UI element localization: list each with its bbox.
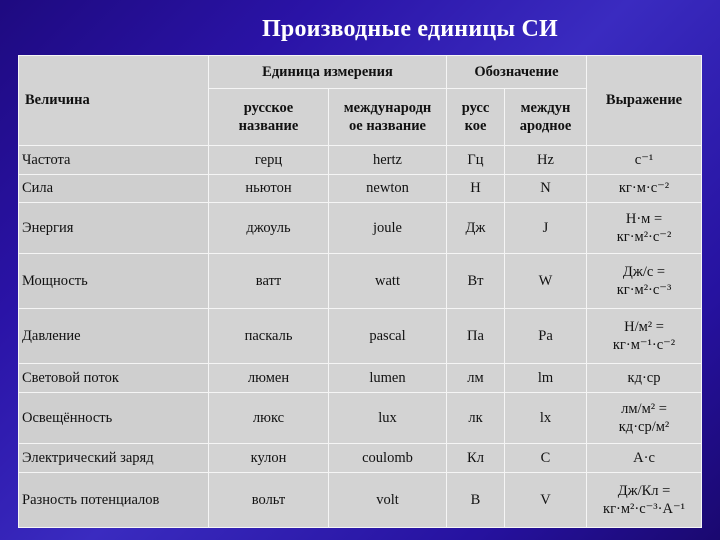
expression-cell (587, 309, 702, 364)
quantity-cell: Мощность (19, 253, 209, 308)
russian-name-cell: люмен (209, 364, 329, 393)
expression-line: кд·ср/м² (618, 419, 670, 436)
russian-symbol-cell: Дж (447, 203, 505, 254)
table-row (19, 309, 702, 364)
russian-name-cell: герц (209, 145, 329, 174)
russian-name-cell: ватт (209, 253, 329, 308)
international-symbol-cell: lx (505, 393, 587, 444)
expression-cell (587, 174, 702, 203)
header-international-name-line: ое название (349, 118, 426, 135)
header-unit-group: Единица измерения (209, 56, 447, 89)
header-russian-name-line: русское (243, 99, 294, 116)
expression-cell (587, 393, 702, 444)
table-row (19, 364, 702, 393)
header-international-symbol (505, 89, 587, 145)
expression-line: кг·м²·с⁻² (616, 229, 672, 246)
header-international-name-line: международн (343, 99, 432, 116)
table-row (19, 393, 702, 444)
russian-symbol-cell: лм (447, 364, 505, 393)
international-name-cell: lux (329, 393, 447, 444)
quantity-cell: Давление (19, 309, 209, 364)
expression-cell (587, 253, 702, 308)
russian-symbol-cell: Вт (447, 253, 505, 308)
russian-name-cell: джоуль (209, 203, 329, 254)
table-row (19, 174, 702, 203)
header-russian-symbol (447, 89, 505, 145)
international-name-cell: pascal (329, 309, 447, 364)
russian-symbol-cell: Гц (447, 145, 505, 174)
si-units-table-container (18, 55, 701, 528)
table-row (19, 203, 702, 254)
quantity-cell: Сила (19, 174, 209, 203)
expression-cell (587, 145, 702, 174)
international-name-cell: volt (329, 472, 447, 527)
russian-symbol-cell: Н (447, 174, 505, 203)
table-row (19, 443, 702, 472)
quantity-cell: Световой поток (19, 364, 209, 393)
header-russian-name (209, 89, 329, 145)
russian-name-cell: паскаль (209, 309, 329, 364)
international-symbol-cell: lm (505, 364, 587, 393)
expression-line: лм/м² = (621, 400, 667, 417)
header-russian-symbol-line: русс (461, 99, 490, 116)
expression-line: с⁻¹ (634, 151, 654, 168)
quantity-cell: Разность потенциалов (19, 472, 209, 527)
expression-line: кг·м·с⁻² (618, 180, 670, 197)
international-name-cell: joule (329, 203, 447, 254)
expression-cell (587, 472, 702, 527)
expression-line: кг·м⁻¹·с⁻² (612, 337, 676, 354)
header-russian-symbol-line: кое (464, 118, 487, 135)
international-symbol-cell: Pa (505, 309, 587, 364)
russian-symbol-cell: В (447, 472, 505, 527)
international-name-cell: lumen (329, 364, 447, 393)
international-name-cell: coulomb (329, 443, 447, 472)
expression-line: Дж/Кл = (617, 482, 671, 499)
international-symbol-cell: V (505, 472, 587, 527)
international-name-cell: watt (329, 253, 447, 308)
international-symbol-cell: Hz (505, 145, 587, 174)
quantity-cell: Энергия (19, 203, 209, 254)
russian-symbol-cell: Па (447, 309, 505, 364)
russian-name-cell: вольт (209, 472, 329, 527)
quantity-cell: Освещённость (19, 393, 209, 444)
si-units-table (18, 55, 702, 528)
international-symbol-cell: C (505, 443, 587, 472)
table-row (19, 253, 702, 308)
expression-line: А·с (633, 449, 655, 466)
header-international-symbol-line: междун (520, 99, 571, 116)
table-row (19, 145, 702, 174)
expression-line: Н/м² = (624, 319, 664, 336)
page-title: Производные единицы СИ (262, 16, 558, 42)
quantity-cell: Частота (19, 145, 209, 174)
expression-line: кг·м²·с⁻³·А⁻¹ (603, 500, 685, 517)
russian-name-cell: люкс (209, 393, 329, 444)
header-international-name (329, 89, 447, 145)
international-symbol-cell: J (505, 203, 587, 254)
expression-line: Н·м = (625, 211, 663, 227)
expression-cell (587, 203, 702, 254)
international-name-cell: hertz (329, 145, 447, 174)
header-russian-name-line: название (238, 118, 299, 135)
russian-symbol-cell: лк (447, 393, 505, 444)
header-international-symbol-line: ародное (519, 118, 572, 135)
international-name-cell: newton (329, 174, 447, 203)
russian-name-cell: кулон (209, 443, 329, 472)
expression-cell (587, 443, 702, 472)
international-symbol-cell: W (505, 253, 587, 308)
expression-line: Дж/с = (622, 263, 666, 280)
expression-line: кг·м²·с⁻³ (616, 282, 672, 299)
expression-line: кд·ср (627, 370, 661, 387)
header-symbol-group: Обозначение (447, 56, 587, 89)
header-expression: Выражение (587, 56, 702, 146)
russian-name-cell: ньютон (209, 174, 329, 203)
russian-symbol-cell: Кл (447, 443, 505, 472)
expression-cell (587, 364, 702, 393)
table-row (19, 472, 702, 527)
international-symbol-cell: N (505, 174, 587, 203)
header-quantity: Величина (19, 56, 209, 146)
quantity-cell: Электрический заряд (19, 443, 209, 472)
